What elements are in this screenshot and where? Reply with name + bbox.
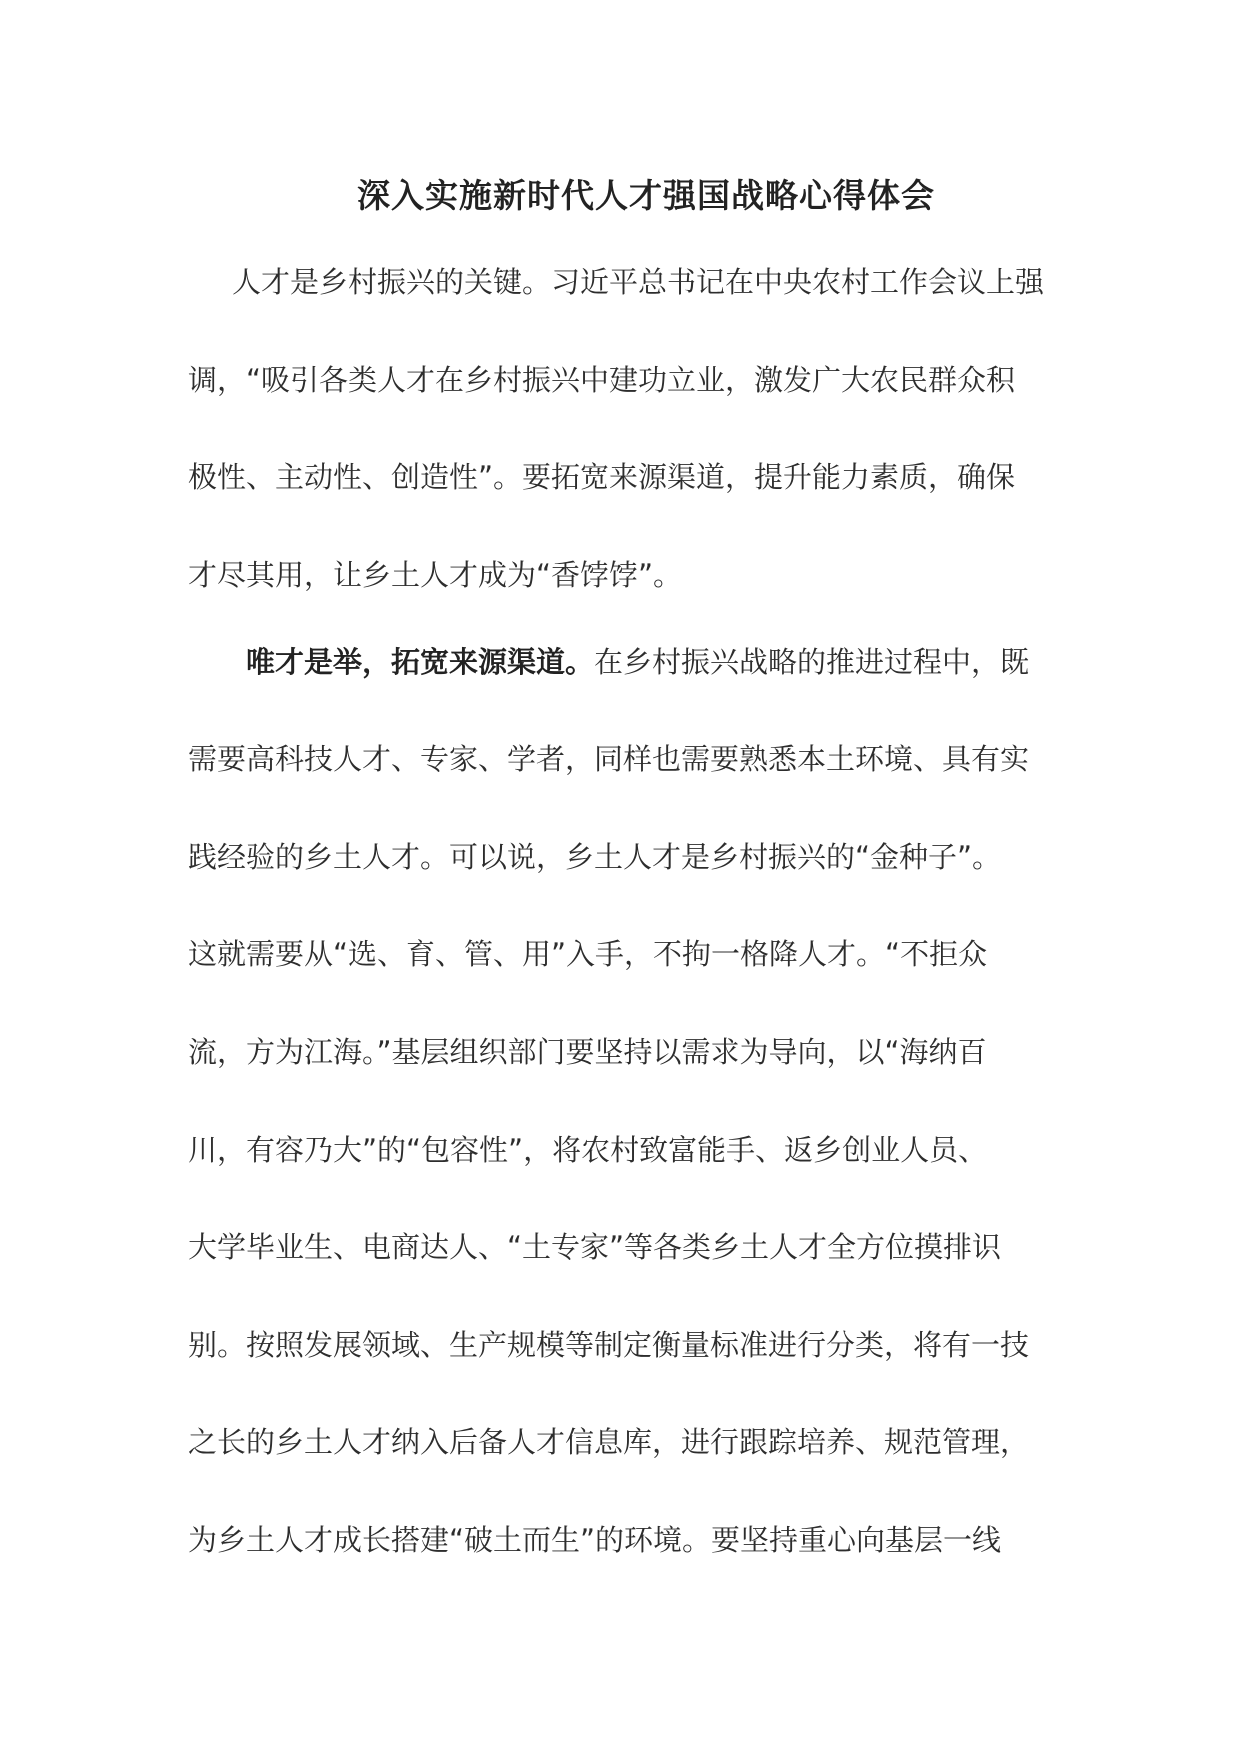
paragraph-2-line-5: 流，方为江海。”基层组织部门要坚持以需求为导向，以“海纳百 — [188, 1035, 987, 1069]
paragraph-2-line-1-rest: 在乡村振兴战略的推进过程中，既 — [594, 645, 1030, 679]
paragraph-2-lead: 唯才是举，拓宽来源渠道。 — [246, 645, 595, 679]
paragraph-1-line-3: 极性、主动性、创造性”。要拓宽来源渠道，提升能力素质，确保 — [188, 460, 1016, 494]
paragraph-2-line-8: 别。按照发展领域、生产规模等制定衡量标准进行分类，将有一技 — [188, 1328, 1030, 1362]
document-title: 深入实施新时代人才强国战略心得体会 — [357, 176, 935, 215]
paragraph-1-line-4: 才尽其用，让乡土人才成为“香饽饽”。 — [188, 558, 683, 592]
paragraph-2-line-4: 这就需要从“选、育、管、用”入手，不拘一格降人才。“不拒众 — [188, 937, 988, 971]
paragraph-2-line-2: 需要高科技人才、专家、学者，同样也需要熟悉本土环境、具有实 — [188, 742, 1030, 776]
paragraph-2-line-3: 践经验的乡土人才。可以说，乡土人才是乡村振兴的“金种子”。 — [188, 840, 1002, 874]
paragraph-2-line-1 — [246, 640, 1029, 684]
paragraph-2-line-10: 为乡土人才成长搭建“破土而生”的环境。要坚持重心向基层一线 — [188, 1523, 1002, 1557]
paragraph-1-line-1: 人才是乡村振兴的关键。习近平总书记在中央农村工作会议上强 — [232, 265, 1045, 299]
paragraph-2-line-7: 大学毕业生、电商达人、“土专家”等各类乡土人才全方位摸排识 — [188, 1230, 1002, 1264]
paragraph-2-line-6: 川，有容乃大”的“包容性”，将农村致富能手、返乡创业人员、 — [188, 1133, 988, 1167]
paragraph-2-line-9: 之长的乡土人才纳入后备人才信息库，进行跟踪培养、规范管理， — [188, 1425, 1030, 1459]
paragraph-1-line-2: 调，“吸引各类人才在乡村振兴中建功立业，激发广大农民群众积 — [188, 363, 1016, 397]
